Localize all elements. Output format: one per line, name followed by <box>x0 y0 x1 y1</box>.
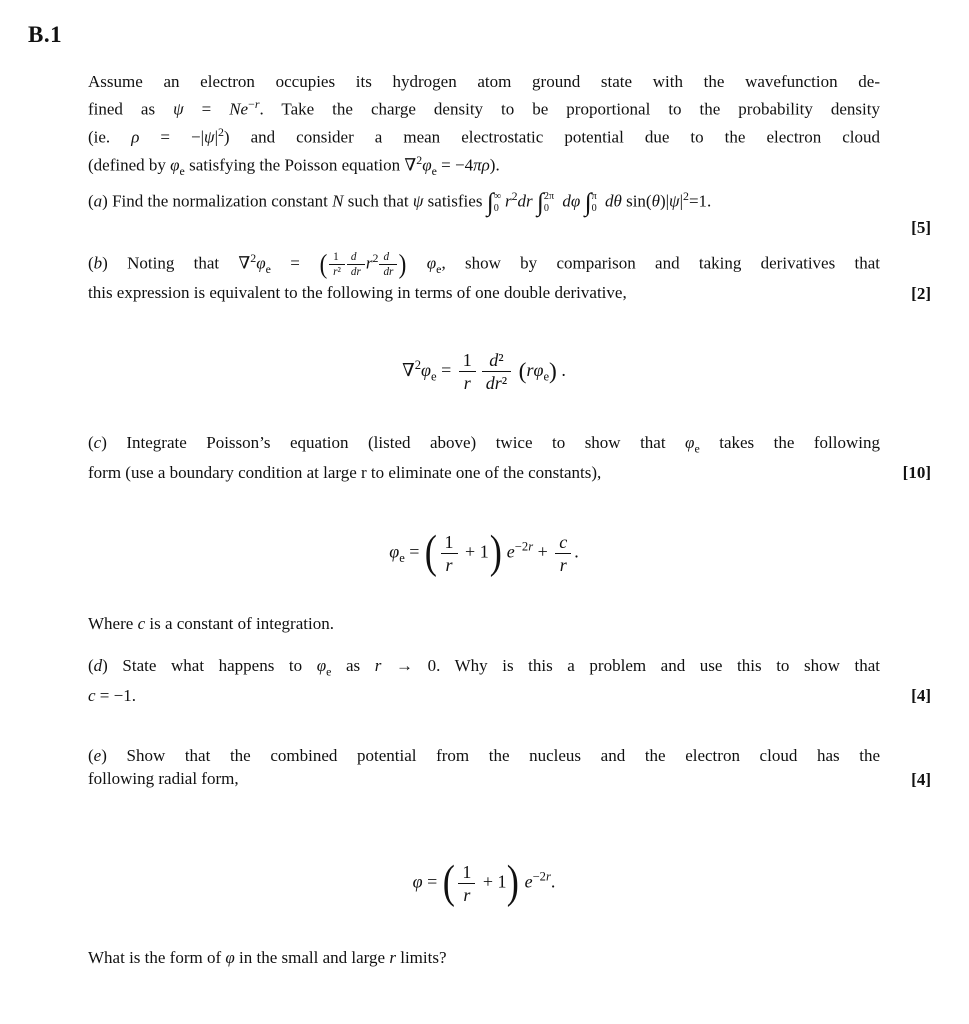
intro-line-3: (ie. $\rho = -|\psi|^2$) and consider a mean electrostatic potential due to the electron cloud <box>88 125 880 147</box>
equation-laplacian: $\nabla^2\varphi_e$ = $\frac{1}{r}$ $\frac{\text{d²}}{\text{dr²}}$ $(r\varphi_e)$ . <box>402 350 566 394</box>
part-a-text: (a) Find the normalization constant N such that ψ satisfies ∫ ∞ 0 $r^2dr$ ∫ 2π 0 dφ ∫ π 0 dθ $\sin(\theta)|\psi|^2=1$. <box>88 187 712 217</box>
part-c-line-1: (c) Integrate Poisson’s equation (listed above) twice to show that $\varphi_e$ takes the following <box>88 433 880 456</box>
part-c-marks-badge: [10] <box>902 462 931 482</box>
part-c <box>88 431 931 484</box>
equation-phi-total: φ = ( $\frac{1}{r}$ + 1) $e^{-2r}$. <box>412 856 556 909</box>
intro-line-4: (defined by $\varphi_e$ satisfying the Poisson equation $\nabla^2\varphi_e = -4\pi\rho$). <box>88 153 500 179</box>
part-d <box>88 654 931 707</box>
intro-line-1: Assume an electron occupies its hydrogen atom ground state with the wavefunction de- <box>88 72 880 91</box>
intro-paragraph <box>88 70 880 184</box>
where-c-note <box>88 612 880 635</box>
equation-phi-e: $\varphi_e$ = ( $\frac{1}{r}$ + 1) $e^{-2r}$ + $\frac{c}{r}$ . <box>389 526 579 579</box>
part-e-line-1: (e) Show that the combined potential from the nucleus and the electron cloud has the <box>88 746 880 765</box>
intro-line-2: fined as $\psi = Ne^{-r}$. Take the charge density to be proportional to the probability density <box>88 97 880 119</box>
part-d-marks-badge: [4] <box>911 685 931 705</box>
part-e-marks-badge: [4] <box>911 769 931 789</box>
closing-question <box>88 946 880 969</box>
where-c-text: Where c is a constant of integration. <box>88 614 334 633</box>
part-b-line-1: (b) Noting that $\nabla^2\varphi_e$ = ( $\frac{1}{\text{r²}}$ $\frac{d}{dr}$ $r^2$ $\frac{d}{dr}$ ) $\varphi_e$, show by comparison and taking derivatives that <box>88 249 880 280</box>
part-b-marks-badge: [2] <box>911 283 931 303</box>
part-d-line-1: (d) State what happens to $\varphi_e$ as r → 0. Why is this a problem and use this to show that <box>88 656 880 679</box>
part-a-marks-badge: [5] <box>911 218 931 238</box>
part-e <box>88 744 931 791</box>
closing-question-text: What is the form of φ in the small and large r limits? <box>88 948 447 967</box>
part-e-line-2: following radial form, <box>88 769 239 789</box>
part-b <box>88 247 931 305</box>
part-d-line-2: c = −1. <box>88 685 136 705</box>
part-a <box>88 185 931 238</box>
part-c-line-2: form (use a boundary condition at large r to eliminate one of the constants), <box>88 462 602 482</box>
part-b-line-2: this expression is equivalent to the following in terms of one double derivative, <box>88 283 627 303</box>
problem-number: B.1 <box>28 22 63 47</box>
